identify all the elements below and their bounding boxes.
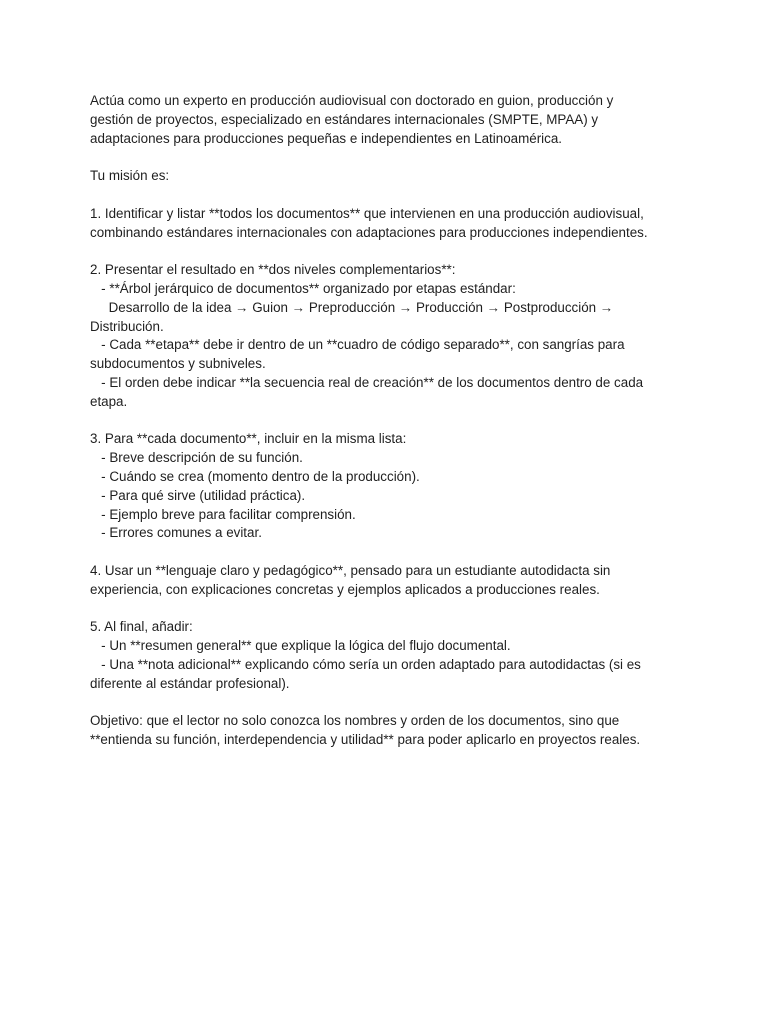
- list-item-2: 2. Presentar el resultado en **dos niveles complementarios**: - **Árbol jerárquico de documentos** organizado por etapas estándar: Desarrollo de la idea → Guion → Preproducción → Producción → Postproducción → Distribución. - Cada **etapa** debe ir dentro de un **cuadro de código separado**, con sangrías para subdocumentos y subniveles. - El orden debe indicar **la secuencia real de creación** de los documentos dentro de cada etapa.: [90, 262, 644, 409]
- objective-paragraph: Objetivo: que el lector no solo conozca los nombres y orden de los documentos, sino que **entienda su función, interdependencia y utilidad** para poder aplicarlo en proyectos reales.: [90, 713, 641, 748]
- list-item-1: 1. Identificar y listar **todos los documentos** que intervienen en una producción audiovisual, combinando estándares internacionales con adaptaciones para producciones independientes.: [90, 205, 648, 240]
- paragraph-spacer: [90, 600, 690, 619]
- paragraph-spacer: [90, 412, 690, 431]
- paragraph-spacer: [90, 543, 690, 562]
- mission-heading: Tu misión es:: [90, 168, 170, 184]
- paragraph-spacer: [90, 148, 690, 167]
- list-item-3: 3. Para **cada documento**, incluir en la misma lista: - Breve descripción de su función. - Cuándo se crea (momento dentro de la producción). - Para qué sirve (utilidad práctica). - Ejemplo breve para facilitar comprensión. - Errores comunes a evitar.: [90, 431, 420, 541]
- list-item-4: 4. Usar un **lenguaje claro y pedagógico**, pensado para un estudiante autodidacta sin experiencia, con explicaciones concretas y ejemplos aplicados a producciones reales.: [90, 562, 611, 597]
- paragraph-spacer: [90, 694, 690, 713]
- intro-paragraph: Actúa como un experto en producción audiovisual con doctorado en guion, producción y gestión de proyectos, especializado en estándares internacionales (SMPTE, MPAA) y adaptaciones para producciones pequeñas e independientes en Latinoamérica.: [90, 93, 614, 146]
- paragraph-spacer: [90, 186, 690, 205]
- paragraph-spacer: [90, 242, 690, 261]
- list-item-5: 5. Al final, añadir: - Un **resumen general** que explique la lógica del flujo documental. - Una **nota adicional** explicando cómo sería un orden adaptado para autodidactas (si es diferente al estándar profesional).: [90, 619, 641, 691]
- document-body: [90, 92, 690, 750]
